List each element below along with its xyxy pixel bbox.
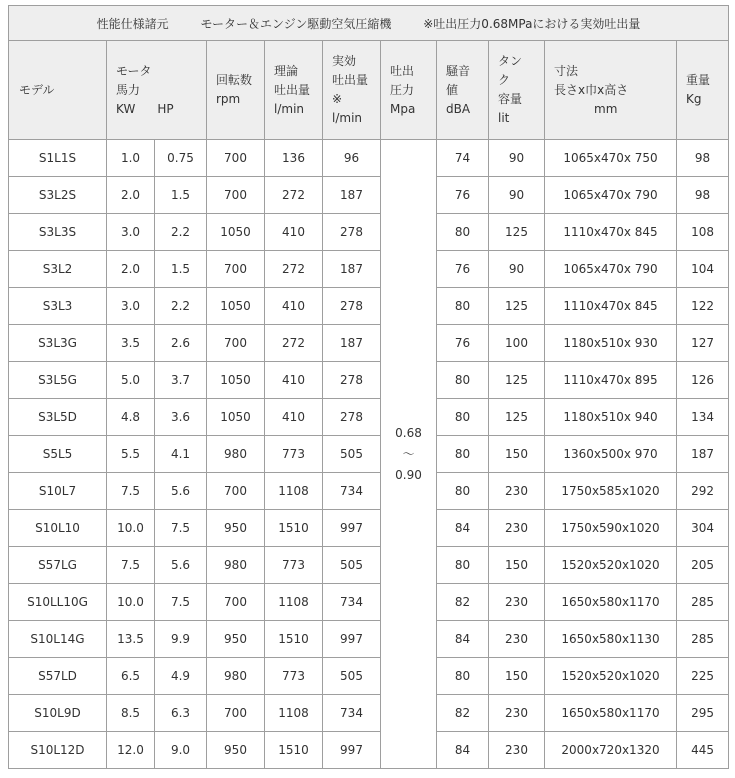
pressure-value-line: ～	[402, 446, 415, 461]
cell-noise: 84	[437, 732, 489, 769]
cell-size: 1110x470x 845	[545, 288, 677, 325]
table-row	[9, 288, 729, 325]
caption-title: 性能仕様諸元	[96, 16, 169, 31]
cell-model: S10L14G	[9, 621, 107, 658]
cell-tank: 100	[489, 325, 545, 362]
cell-kw: 10.0	[107, 584, 155, 621]
cell-noise: 80	[437, 436, 489, 473]
cell-hp: 9.9	[155, 621, 207, 658]
cell-kw: 1.0	[107, 140, 155, 177]
cell-kw: 2.0	[107, 177, 155, 214]
header-theoretical: 理論 吐出量 l/min	[265, 41, 323, 140]
cell-hp: 1.5	[155, 251, 207, 288]
cell-model: S10L9D	[9, 695, 107, 732]
cell-weight: 304	[677, 510, 729, 547]
cell-kw: 10.0	[107, 510, 155, 547]
cell-noise: 80	[437, 399, 489, 436]
cell-tank: 230	[489, 510, 545, 547]
table-row	[9, 621, 729, 658]
cell-theoretical: 410	[265, 288, 323, 325]
cell-hp: 2.2	[155, 288, 207, 325]
cell-effective: 187	[323, 325, 381, 362]
table-row	[9, 177, 729, 214]
cell-theoretical: 1108	[265, 695, 323, 732]
cell-model: S10L7	[9, 473, 107, 510]
cell-model: S3L5G	[9, 362, 107, 399]
header-motor-kw: KW	[116, 101, 136, 116]
cell-effective: 734	[323, 695, 381, 732]
cell-size: 1520x520x1020	[545, 547, 677, 584]
cell-weight: 205	[677, 547, 729, 584]
cell-size: 1065x470x 790	[545, 251, 677, 288]
cell-theoretical: 1510	[265, 510, 323, 547]
cell-theoretical: 410	[265, 362, 323, 399]
table-row	[9, 214, 729, 251]
cell-rpm: 700	[207, 251, 265, 288]
table-row	[9, 251, 729, 288]
table-row	[9, 436, 729, 473]
header-motor-hp: HP	[157, 101, 174, 116]
cell-size: 1650x580x1130	[545, 621, 677, 658]
cell-kw: 3.0	[107, 288, 155, 325]
cell-kw: 8.5	[107, 695, 155, 732]
cell-tank: 230	[489, 473, 545, 510]
cell-weight: 445	[677, 732, 729, 769]
cell-size: 1750x585x1020	[545, 473, 677, 510]
cell-theoretical: 272	[265, 325, 323, 362]
header-noise: 騒音 値 dBA	[437, 41, 489, 140]
cell-weight: 104	[677, 251, 729, 288]
cell-noise: 80	[437, 288, 489, 325]
cell-rpm: 700	[207, 325, 265, 362]
cell-kw: 5.5	[107, 436, 155, 473]
cell-noise: 80	[437, 547, 489, 584]
table-row	[9, 695, 729, 732]
cell-tank: 125	[489, 288, 545, 325]
cell-tank: 125	[489, 362, 545, 399]
cell-size: 1180x510x 930	[545, 325, 677, 362]
cell-hp: 4.1	[155, 436, 207, 473]
cell-model: S5L5	[9, 436, 107, 473]
cell-weight: 98	[677, 140, 729, 177]
header-pressure: 吐出 圧力 Mpa	[381, 41, 437, 140]
table-row	[9, 362, 729, 399]
spec-table	[8, 5, 729, 769]
cell-theoretical: 773	[265, 547, 323, 584]
cell-effective: 997	[323, 621, 381, 658]
header-size: 寸法 長さx巾x高さ mm	[545, 41, 677, 140]
header-weight: 重量 Kg	[677, 41, 729, 140]
cell-kw: 2.0	[107, 251, 155, 288]
cell-size: 1065x470x 750	[545, 140, 677, 177]
table-row	[9, 658, 729, 695]
cell-tank: 90	[489, 251, 545, 288]
cell-rpm: 980	[207, 436, 265, 473]
cell-rpm: 1050	[207, 288, 265, 325]
cell-noise: 80	[437, 214, 489, 251]
cell-model: S10L12D	[9, 732, 107, 769]
cell-model: S10LL10G	[9, 584, 107, 621]
cell-model: S3L2	[9, 251, 107, 288]
cell-model: S3L5D	[9, 399, 107, 436]
cell-size: 1065x470x 790	[545, 177, 677, 214]
cell-hp: 2.2	[155, 214, 207, 251]
cell-rpm: 700	[207, 695, 265, 732]
cell-theoretical: 410	[265, 399, 323, 436]
cell-weight: 187	[677, 436, 729, 473]
cell-tank: 90	[489, 177, 545, 214]
cell-rpm: 1050	[207, 214, 265, 251]
cell-rpm: 980	[207, 658, 265, 695]
cell-rpm: 980	[207, 547, 265, 584]
header-rpm: 回転数 rpm	[207, 41, 265, 140]
header-tank: タン ク 容量 lit	[489, 41, 545, 140]
cell-weight: 122	[677, 288, 729, 325]
cell-model: S57LD	[9, 658, 107, 695]
cell-rpm: 700	[207, 140, 265, 177]
cell-weight: 127	[677, 325, 729, 362]
cell-effective: 187	[323, 177, 381, 214]
header-model: モデル	[9, 41, 107, 140]
cell-hp: 7.5	[155, 584, 207, 621]
table-row	[9, 140, 729, 177]
cell-kw: 7.5	[107, 473, 155, 510]
cell-size: 1110x470x 895	[545, 362, 677, 399]
cell-noise: 76	[437, 251, 489, 288]
cell-effective: 278	[323, 288, 381, 325]
cell-model: S1L1S	[9, 140, 107, 177]
cell-rpm: 950	[207, 621, 265, 658]
cell-theoretical: 1510	[265, 732, 323, 769]
cell-tank: 230	[489, 621, 545, 658]
cell-pressure	[381, 140, 437, 769]
cell-kw: 12.0	[107, 732, 155, 769]
cell-effective: 734	[323, 584, 381, 621]
cell-weight: 285	[677, 621, 729, 658]
cell-model: S3L3S	[9, 214, 107, 251]
cell-tank: 150	[489, 436, 545, 473]
cell-hp: 0.75	[155, 140, 207, 177]
cell-tank: 125	[489, 214, 545, 251]
table-row	[9, 399, 729, 436]
cell-tank: 230	[489, 584, 545, 621]
cell-kw: 13.5	[107, 621, 155, 658]
cell-hp: 5.6	[155, 547, 207, 584]
header-effective: 実効 吐出量 ※ l/min	[323, 41, 381, 140]
cell-weight: 295	[677, 695, 729, 732]
cell-model: S3L2S	[9, 177, 107, 214]
cell-hp: 2.6	[155, 325, 207, 362]
cell-effective: 505	[323, 436, 381, 473]
cell-kw: 5.0	[107, 362, 155, 399]
cell-size: 2000x720x1320	[545, 732, 677, 769]
cell-theoretical: 136	[265, 140, 323, 177]
cell-noise: 84	[437, 621, 489, 658]
cell-rpm: 950	[207, 510, 265, 547]
table-caption	[9, 6, 729, 41]
header-motor: モータ 馬力 KW HP	[107, 41, 207, 140]
cell-noise: 80	[437, 658, 489, 695]
cell-weight: 134	[677, 399, 729, 436]
cell-noise: 76	[437, 325, 489, 362]
cell-theoretical: 410	[265, 214, 323, 251]
cell-weight: 98	[677, 177, 729, 214]
cell-effective: 505	[323, 547, 381, 584]
cell-effective: 997	[323, 732, 381, 769]
cell-theoretical: 773	[265, 658, 323, 695]
cell-effective: 187	[323, 251, 381, 288]
table-row	[9, 584, 729, 621]
pressure-value-line: 0.90	[395, 467, 422, 482]
cell-rpm: 1050	[207, 362, 265, 399]
cell-effective: 997	[323, 510, 381, 547]
cell-kw: 3.0	[107, 214, 155, 251]
cell-effective: 734	[323, 473, 381, 510]
cell-weight: 285	[677, 584, 729, 621]
caption-note: ※吐出圧力0.68MPaにおける実効吐出量	[423, 16, 641, 31]
cell-model: S3L3	[9, 288, 107, 325]
cell-theoretical: 1108	[265, 584, 323, 621]
cell-rpm: 1050	[207, 399, 265, 436]
table-row	[9, 473, 729, 510]
cell-tank: 90	[489, 140, 545, 177]
cell-effective: 278	[323, 399, 381, 436]
cell-theoretical: 773	[265, 436, 323, 473]
table-row	[9, 732, 729, 769]
cell-noise: 80	[437, 362, 489, 399]
table-row	[9, 510, 729, 547]
cell-effective: 278	[323, 362, 381, 399]
cell-kw: 3.5	[107, 325, 155, 362]
cell-tank: 230	[489, 695, 545, 732]
cell-effective: 278	[323, 214, 381, 251]
cell-hp: 5.6	[155, 473, 207, 510]
cell-model: S57LG	[9, 547, 107, 584]
cell-noise: 82	[437, 695, 489, 732]
cell-hp: 4.9	[155, 658, 207, 695]
header-row	[9, 41, 729, 140]
cell-hp: 3.6	[155, 399, 207, 436]
cell-hp: 7.5	[155, 510, 207, 547]
cell-effective: 96	[323, 140, 381, 177]
cell-hp: 3.7	[155, 362, 207, 399]
cell-effective: 505	[323, 658, 381, 695]
cell-tank: 150	[489, 658, 545, 695]
cell-hp: 6.3	[155, 695, 207, 732]
cell-noise: 82	[437, 584, 489, 621]
cell-rpm: 700	[207, 584, 265, 621]
cell-tank: 150	[489, 547, 545, 584]
table-row	[9, 325, 729, 362]
cell-weight: 292	[677, 473, 729, 510]
cell-rpm: 950	[207, 732, 265, 769]
cell-theoretical: 1510	[265, 621, 323, 658]
cell-model: S3L3G	[9, 325, 107, 362]
cell-tank: 125	[489, 399, 545, 436]
cell-size: 1180x510x 940	[545, 399, 677, 436]
cell-size: 1650x580x1170	[545, 695, 677, 732]
cell-size: 1520x520x1020	[545, 658, 677, 695]
cell-kw: 6.5	[107, 658, 155, 695]
cell-theoretical: 1108	[265, 473, 323, 510]
cell-theoretical: 272	[265, 251, 323, 288]
cell-tank: 230	[489, 732, 545, 769]
cell-size: 1110x470x 845	[545, 214, 677, 251]
cell-kw: 7.5	[107, 547, 155, 584]
cell-noise: 84	[437, 510, 489, 547]
table-row	[9, 547, 729, 584]
pressure-value-line: 0.68	[395, 425, 422, 440]
cell-kw: 4.8	[107, 399, 155, 436]
cell-noise: 74	[437, 140, 489, 177]
cell-weight: 126	[677, 362, 729, 399]
cell-rpm: 700	[207, 473, 265, 510]
cell-hp: 1.5	[155, 177, 207, 214]
cell-model: S10L10	[9, 510, 107, 547]
cell-size: 1650x580x1170	[545, 584, 677, 621]
cell-size: 1750x590x1020	[545, 510, 677, 547]
caption-subtitle: モーター＆エンジン駆動空気圧縮機	[200, 16, 392, 31]
cell-size: 1360x500x 970	[545, 436, 677, 473]
cell-theoretical: 272	[265, 177, 323, 214]
cell-noise: 76	[437, 177, 489, 214]
cell-noise: 80	[437, 473, 489, 510]
cell-weight: 225	[677, 658, 729, 695]
cell-rpm: 700	[207, 177, 265, 214]
cell-hp: 9.0	[155, 732, 207, 769]
cell-weight: 108	[677, 214, 729, 251]
